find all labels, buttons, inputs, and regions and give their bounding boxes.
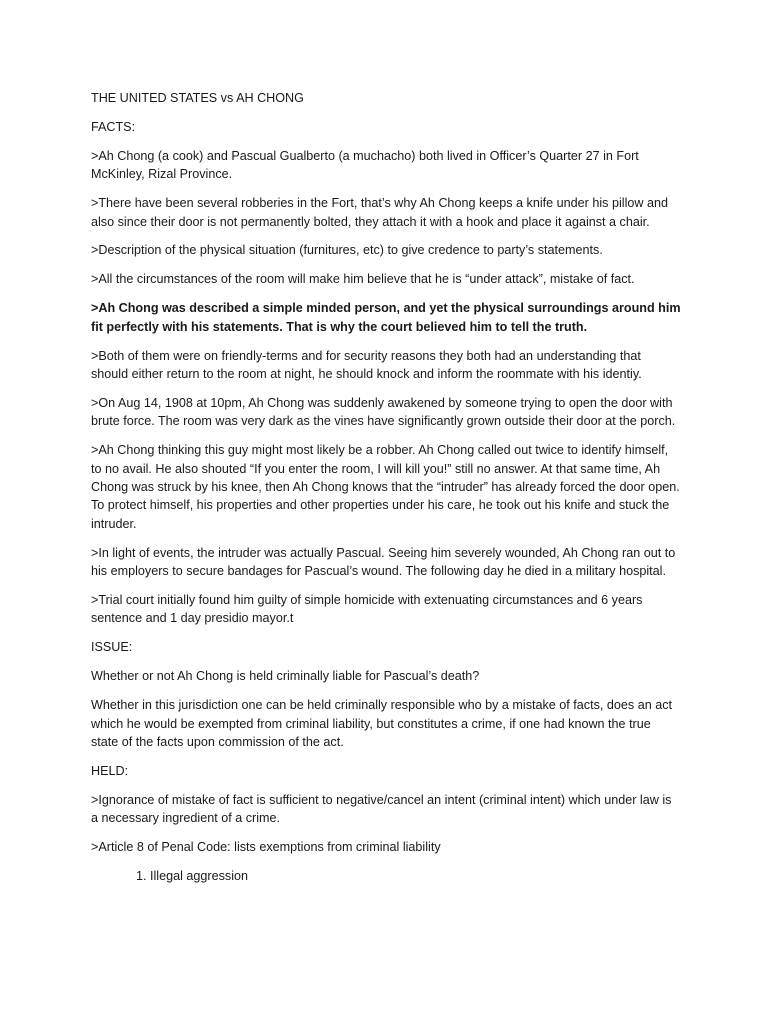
fact-paragraph: >In light of events, the intruder was actually Pascual. Seeing him severely wounded, Ah Chong ran out to his employers to secure bandages for Pascual’s wound. The following day he died in a military hospital. [91,545,676,579]
document-title: THE UNITED STATES vs AH CHONG [91,91,304,105]
fact-paragraph: >Both of them were on friendly-terms and for security reasons they both had an understanding that should either return to the room at night, he should knock and inform the roommate with his identiy. [91,348,642,381]
fact-paragraph: >There have been several robberies in the Fort, that’s why Ah Chong keeps a knife under his pillow and also since their door is not permanently bolted, they attach it with a hook and place it against a chair. [91,196,668,229]
held-heading: HELD: [91,763,129,778]
held-paragraph: >Article 8 of Penal Code: lists exemptions from criminal liability [91,840,441,855]
issue-paragraph: Whether or not Ah Chong is held criminally liable for Pascual’s death? [91,669,480,684]
fact-paragraph: >Ah Chong (a cook) and Pascual Gualberto (a muchacho) both lived in Officer’s Quarter 27 in Fort McKinley, Rizal Province. [91,148,639,182]
facts-heading: FACTS: [91,119,136,134]
list-item: 1. Illegal aggression [136,869,249,883]
held-paragraph: >Ignorance of mistake of fact is sufficient to negative/cancel an intent (criminal intent) which under law is a necessary ingredient of a crime. [91,792,672,826]
document-body [91,89,681,885]
fact-paragraph: >Description of the physical situation (furnitures, etc) to give credence to party’s statements. [91,243,603,258]
fact-paragraph: >Trial court initially found him guilty of simple homicide with extenuating circumstances and 6 years sentence and 1 day presidio mayor.t [91,593,643,626]
issue-heading: ISSUE: [91,640,133,655]
issue-paragraph: Whether in this jurisdiction one can be held criminally responsible who by a mistake of facts, does an act which he would be exempted from criminal liability, but constitutes a crime, if one had known the true state of the facts upon commission of the act. [91,698,673,749]
fact-paragraph: >On Aug 14, 1908 at 10pm, Ah Chong was suddenly awakened by someone trying to open the door with brute force. The room was very dark as the vines have significantly grown outside their door at the porch. [91,395,676,429]
exemptions-list [91,867,681,885]
fact-paragraph: >All the circumstances of the room will make him believe that he is “under attack”, mistake of fact. [91,272,635,287]
fact-paragraph-emphasized: >Ah Chong was described a simple minded person, and yet the physical surroundings around him fit perfectly with his statements. That is why the court believed him to tell the truth. [91,301,681,334]
fact-paragraph: >Ah Chong thinking this guy might most likely be a robber. Ah Chong called out twice to identify himself, to no avail. He also shouted “If you enter the room, I will kill you!” still no answer. At that same time, Ah Chong was struck by his knee, then Ah Chong knows that the “intruder” has already forced the door open. To protect himself, his properties and other properties under his care, he took out his knife and stuck the intruder. [91,443,680,531]
